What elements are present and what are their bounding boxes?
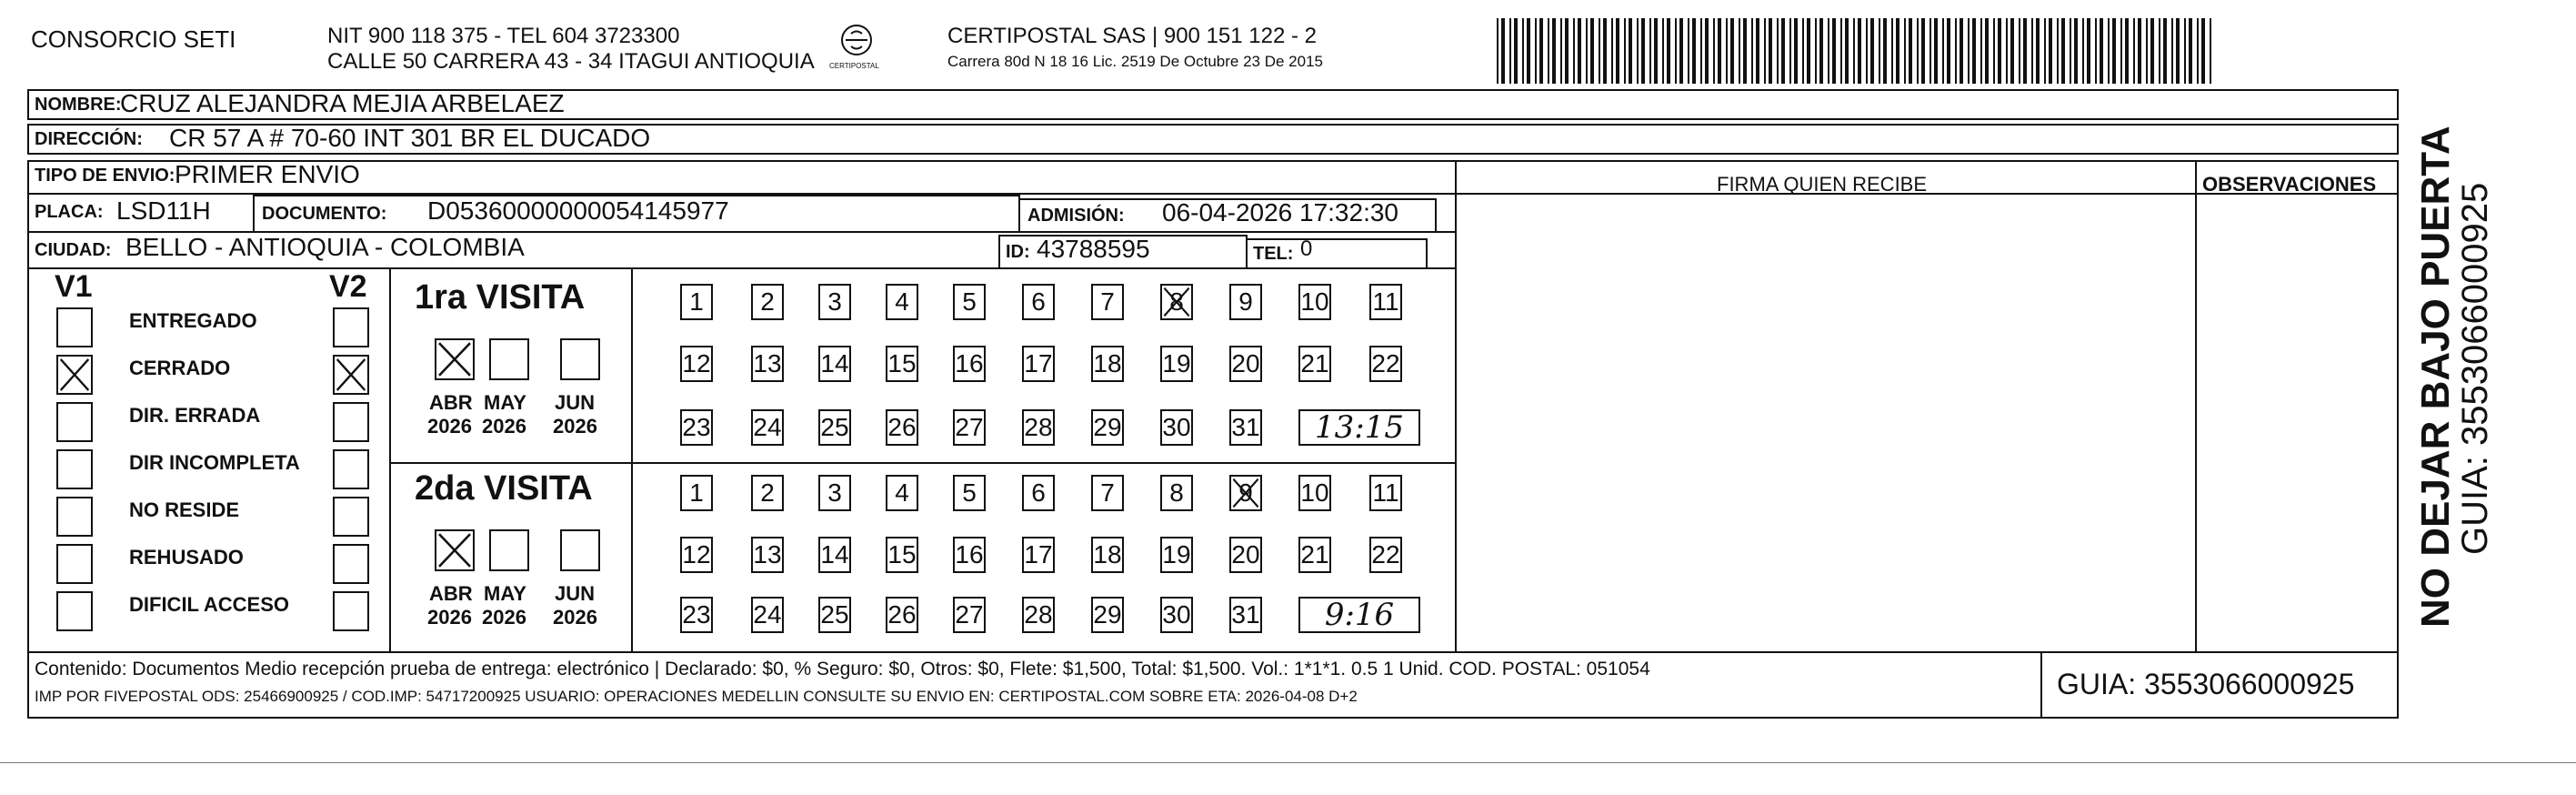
day-number: 7: [1100, 287, 1115, 316]
second-visit-day-box[interactable]: [1298, 537, 1331, 573]
first-visit-day-box[interactable]: [1298, 346, 1331, 382]
day-number: 21: [1300, 349, 1329, 377]
month-label: MAY: [484, 391, 526, 414]
second-visit-day-box[interactable]: [751, 475, 784, 511]
ciudad-value: BELLO - ANTIOQUIA - COLOMBIA: [125, 233, 525, 261]
day-number: 11: [1372, 478, 1399, 507]
v2-checkbox[interactable]: [333, 591, 369, 631]
day-number: 22: [1371, 540, 1400, 569]
day-number: 16: [955, 349, 984, 377]
day-number: 4: [895, 287, 909, 316]
second-visit-day-box[interactable]: [953, 475, 986, 511]
v1-checkbox[interactable]: [56, 307, 93, 347]
divider: [2195, 160, 2197, 653]
day-number: 1: [689, 478, 704, 507]
second-visit-month-box[interactable]: [489, 529, 529, 571]
second-visit-day-box[interactable]: [1229, 597, 1262, 633]
second-visit-day-box[interactable]: [1091, 597, 1124, 633]
day-number: 7: [1100, 478, 1115, 507]
day-number: 24: [753, 600, 782, 629]
second-visit-day-box[interactable]: [680, 597, 713, 633]
day-number: 3: [827, 287, 842, 316]
first-visit-day-box[interactable]: [1091, 284, 1124, 320]
status-label: DIR. ERRADA: [129, 404, 261, 427]
day-number: 2: [760, 478, 775, 507]
day-number: 24: [753, 413, 782, 441]
tel-label: TEL:: [1253, 244, 1294, 264]
v2-checkbox[interactable]: [333, 402, 369, 442]
first-visit-title: 1ra VISITA: [415, 278, 586, 317]
first-visit-day-box[interactable]: [1160, 284, 1193, 320]
first-visit-month-box[interactable]: [435, 338, 475, 380]
second-visit-day-box[interactable]: [886, 475, 918, 511]
day-number: 10: [1300, 478, 1329, 507]
first-visit-day-box[interactable]: [886, 346, 918, 382]
second-visit-day-box[interactable]: [1229, 475, 1262, 511]
id-value: 43788595: [1037, 235, 1150, 263]
year-label: 2026: [427, 606, 472, 629]
day-number: 6: [1031, 478, 1046, 507]
second-visit-day-box[interactable]: [953, 597, 986, 633]
day-number: 28: [1024, 600, 1053, 629]
day-number: 1: [689, 287, 704, 316]
month-label: ABR: [429, 391, 473, 414]
nombre-label: NOMBRE:: [35, 95, 122, 115]
second-visit-month-box[interactable]: [435, 529, 475, 571]
day-number: 2: [760, 287, 775, 316]
year-label: 2026: [482, 415, 526, 438]
first-visit-month-box[interactable]: [560, 338, 600, 380]
first-visit-day-box[interactable]: [818, 284, 851, 320]
day-number: 28: [1024, 413, 1053, 441]
paper-edge: [0, 762, 2576, 763]
certipostal-line2: Carrera 80d N 18 16 Lic. 2519 De Octubre 23 De 2015: [947, 53, 1323, 70]
day-number: 31: [1231, 413, 1260, 441]
day-number: 10: [1300, 287, 1329, 316]
side-guia-text: GUIA: 3553066000925: [2455, 182, 2495, 555]
day-number: 6: [1031, 287, 1046, 316]
second-visit-day-box[interactable]: [680, 475, 713, 511]
month-label: ABR: [429, 582, 473, 605]
second-visit-day-box[interactable]: [818, 597, 851, 633]
first-visit-day-box[interactable]: [1369, 346, 1402, 382]
v1-checkbox[interactable]: [56, 544, 93, 584]
second-visit-day-box[interactable]: [1229, 537, 1262, 573]
v2-checkbox[interactable]: [333, 449, 369, 489]
second-visit-time-box[interactable]: 9:16: [1298, 597, 1420, 633]
firma-label: FIRMA QUIEN RECIBE: [1717, 173, 1928, 196]
day-number: 12: [682, 540, 711, 569]
first-visit-day-box[interactable]: [680, 284, 713, 320]
first-visit-day-box[interactable]: [1229, 346, 1262, 382]
certipostal-line1: CERTIPOSTAL SAS | 900 151 122 - 2: [947, 24, 1317, 48]
v1-checkbox[interactable]: [56, 449, 93, 489]
v2-checkbox[interactable]: [333, 497, 369, 537]
day-number: 9: [1238, 287, 1253, 316]
footer-imp: IMP POR FIVEPOSTAL ODS: 25466900925 / COD.IMP: 54717200925 USUARIO: OPERACIONES MEDELLIN CONSULTE SU ENVIO EN: CERTIPOSTAL.COM SOBRE ETA: 2026-04-08 D+2: [35, 688, 1358, 705]
v2-checkbox[interactable]: [333, 544, 369, 584]
second-visit-day-box[interactable]: [1091, 475, 1124, 511]
day-number: 16: [955, 540, 984, 569]
day-number: 13: [753, 349, 782, 377]
year-label: 2026: [553, 415, 597, 438]
day-number: 27: [955, 600, 984, 629]
first-visit-day-box[interactable]: [886, 409, 918, 446]
second-visit-day-box[interactable]: [1091, 537, 1124, 573]
nombre-value: CRUZ ALEJANDRA MEJIA ARBELAEZ: [120, 89, 565, 117]
second-visit-day-box[interactable]: [886, 597, 918, 633]
first-visit-day-box[interactable]: [818, 409, 851, 446]
first-visit-time-box[interactable]: 13:15: [1298, 409, 1420, 446]
second-visit-day-box[interactable]: [1160, 475, 1193, 511]
month-label: MAY: [484, 582, 526, 605]
divider: [631, 267, 633, 653]
second-visit-day-box[interactable]: [886, 537, 918, 573]
first-visit-day-box[interactable]: [751, 284, 784, 320]
first-visit-day-box[interactable]: [1022, 409, 1055, 446]
second-visit-day-box[interactable]: [1369, 475, 1402, 511]
day-number: 26: [887, 413, 917, 441]
day-number: 23: [682, 600, 711, 629]
first-visit-day-box[interactable]: [1022, 346, 1055, 382]
day-number: 4: [895, 478, 909, 507]
first-visit-day-box[interactable]: [1298, 284, 1331, 320]
first-visit-day-box[interactable]: [1229, 284, 1262, 320]
year-label: 2026: [553, 606, 597, 629]
day-number: 14: [820, 349, 849, 377]
day-number: 8: [1169, 287, 1184, 316]
second-visit-day-box[interactable]: [953, 537, 986, 573]
address-line: CALLE 50 CARRERA 43 - 34 ITAGUI ANTIOQUIA: [327, 49, 815, 74]
no-dejar-text: NO DEJAR BAJO PUERTA: [2413, 126, 2458, 628]
second-visit-day-box[interactable]: [818, 475, 851, 511]
first-visit-day-box[interactable]: [953, 409, 986, 446]
first-visit-day-box[interactable]: [680, 346, 713, 382]
day-number: 30: [1162, 600, 1191, 629]
day-number: 22: [1371, 349, 1400, 377]
day-number: 27: [955, 413, 984, 441]
first-visit-day-box[interactable]: [1229, 409, 1262, 446]
status-label: NO RESIDE: [129, 498, 240, 521]
second-visit-day-box[interactable]: [680, 537, 713, 573]
second-visit-title: 2da VISITA: [415, 469, 593, 508]
day-number: 29: [1093, 600, 1122, 629]
certipostal-logo: [829, 22, 880, 76]
first-visit-day-box[interactable]: [1091, 409, 1124, 446]
placa-label: PLACA:: [35, 202, 104, 222]
status-label: CERRADO: [129, 357, 231, 379]
day-number: 18: [1093, 349, 1122, 377]
second-visit-day-box[interactable]: [818, 537, 851, 573]
v1-label: V1: [55, 269, 93, 304]
direccion-value: CR 57 A # 70-60 INT 301 BR EL DUCADO: [169, 124, 651, 152]
v1-checkbox[interactable]: [56, 402, 93, 442]
day-number: 15: [887, 540, 917, 569]
admision-label: ADMISIÓN:: [1027, 206, 1125, 226]
company-name: CONSORCIO SETI: [31, 25, 236, 53]
id-label: ID:: [1006, 242, 1030, 262]
second-visit-month-box[interactable]: [560, 529, 600, 571]
first-visit-day-box[interactable]: [1091, 346, 1124, 382]
status-label: REHUSADO: [129, 546, 244, 569]
admision-value: 06-04-2026 17:32:30: [1162, 198, 1398, 226]
first-visit-day-box[interactable]: [1160, 409, 1193, 446]
nit-line: NIT 900 118 375 - TEL 604 3723300: [327, 24, 680, 48]
v2-checkbox[interactable]: [333, 307, 369, 347]
second-visit-day-box[interactable]: [1160, 597, 1193, 633]
footer-contenido: Contenido: Documentos Medio recepción prueba de entrega: electrónico | Declarado: $0, % Seguro: $0, Otros: $0, Flete: $1,500, Total: $1,500. Vol.: 1*1*1. 0.5 1 Unid. COD. POSTAL: 051054: [35, 659, 1650, 679]
day-number: 29: [1093, 413, 1122, 441]
first-visit-day-box[interactable]: [953, 284, 986, 320]
footer-guia: GUIA: 3553066000925: [2057, 668, 2355, 700]
second-visit-day-box[interactable]: [1022, 475, 1055, 511]
month-label: JUN: [555, 582, 596, 605]
direccion-label: DIRECCIÓN:: [35, 129, 143, 149]
day-number: 19: [1162, 540, 1191, 569]
day-number: 13: [753, 540, 782, 569]
divider: [2040, 651, 2042, 719]
divider: [389, 267, 391, 653]
day-number: 11: [1372, 287, 1399, 316]
year-label: 2026: [427, 415, 472, 438]
first-visit-day-box[interactable]: [886, 284, 918, 320]
first-visit-day-box[interactable]: [1369, 284, 1402, 320]
day-number: 17: [1024, 540, 1053, 569]
day-number: 25: [820, 600, 849, 629]
day-number: 15: [887, 349, 917, 377]
observaciones-label: OBSERVACIONES: [2202, 173, 2377, 196]
barcode-graphic: [1495, 18, 2222, 84]
documento-label: DOCUMENTO:: [262, 204, 387, 224]
second-visit-day-box[interactable]: [1298, 475, 1331, 511]
day-number: 17: [1024, 349, 1053, 377]
day-number: 5: [962, 478, 977, 507]
day-number: 3: [827, 478, 842, 507]
second-visit-day-box[interactable]: [751, 597, 784, 633]
first-visit-day-box[interactable]: [751, 346, 784, 382]
second-visit-day-box[interactable]: [1160, 537, 1193, 573]
day-number: 21: [1300, 540, 1329, 569]
divider: [389, 462, 1457, 464]
status-label: DIR INCOMPLETA: [129, 451, 300, 474]
second-visit-day-box[interactable]: [751, 537, 784, 573]
v2-label: V2: [329, 269, 367, 304]
day-number: 26: [887, 600, 917, 629]
documento-value: D05360000000054145977: [427, 196, 729, 225]
first-visit-day-box[interactable]: [1022, 284, 1055, 320]
day-number: 31: [1231, 600, 1260, 629]
day-number: 9: [1238, 478, 1253, 507]
first-visit-day-box[interactable]: [1160, 346, 1193, 382]
day-number: 20: [1231, 540, 1260, 569]
second-visit-day-box[interactable]: [1369, 537, 1402, 573]
day-number: 23: [682, 413, 711, 441]
v1-checkbox[interactable]: [56, 497, 93, 537]
day-number: 20: [1231, 349, 1260, 377]
v2-checkbox[interactable]: [333, 355, 369, 395]
day-number: 30: [1162, 413, 1191, 441]
divider: [1455, 160, 1457, 653]
v1-checkbox[interactable]: [56, 591, 93, 631]
first-visit-day-box[interactable]: [751, 409, 784, 446]
day-number: 8: [1169, 478, 1184, 507]
tipo-value: PRIMER ENVIO: [175, 160, 360, 188]
day-number: 12: [682, 349, 711, 377]
tipo-label: TIPO DE ENVIO:: [35, 166, 175, 186]
status-label: DIFICIL ACCESO: [129, 593, 290, 616]
barcode: [1495, 18, 2222, 84]
day-number: 19: [1162, 349, 1191, 377]
first-visit-day-box[interactable]: [818, 346, 851, 382]
month-label: JUN: [555, 391, 596, 414]
first-visit-month-box[interactable]: [489, 338, 529, 380]
placa-value: LSD11H: [116, 196, 211, 225]
day-number: 5: [962, 287, 977, 316]
status-label: ENTREGADO: [129, 309, 257, 332]
day-number: 25: [820, 413, 849, 441]
first-visit-day-box[interactable]: [680, 409, 713, 446]
v1-checkbox[interactable]: [56, 355, 93, 395]
first-visit-day-box[interactable]: [953, 346, 986, 382]
second-visit-day-box[interactable]: [1022, 597, 1055, 633]
day-number: 18: [1093, 540, 1122, 569]
day-number: 14: [820, 540, 849, 569]
second-visit-day-box[interactable]: [1022, 537, 1055, 573]
tel-value: 0: [1300, 236, 1313, 261]
year-label: 2026: [482, 606, 526, 629]
ciudad-label: CIUDAD:: [35, 240, 112, 260]
logo-text: CERTIPOSTAL: [829, 62, 879, 70]
